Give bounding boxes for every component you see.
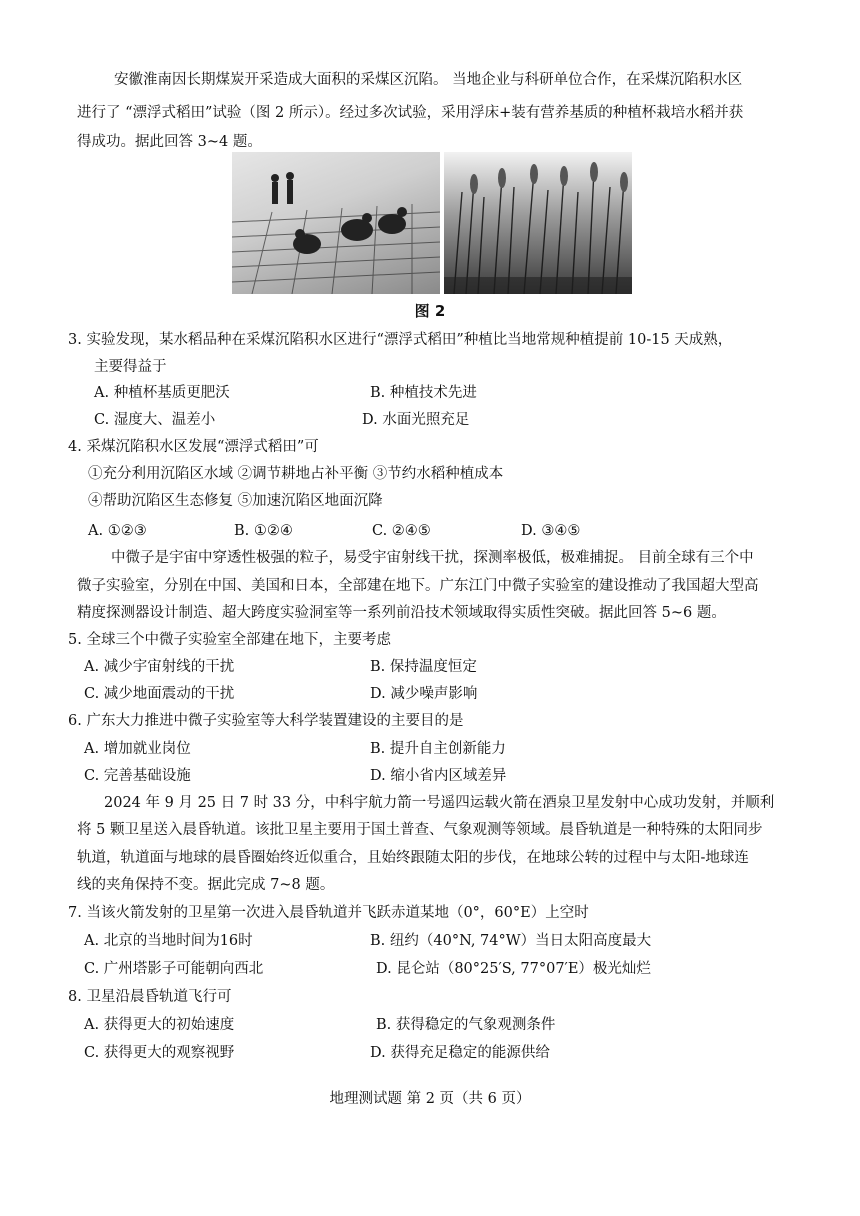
grown-rice-photo	[444, 152, 632, 294]
q7-option-c: C. 广州塔影子可能朝向西北	[84, 961, 264, 977]
q8-option-d: D. 获得充足稳定的能源供给	[370, 1045, 550, 1061]
q4-items-line1: ①充分利用沉陷区水域 ②调节耕地占补平衡 ③节约水稻种植成本	[88, 466, 504, 482]
passage1-line2: 进行了 “漂浮式稻田”试验（图 2 所示）。经过多次试验，采用浮床+装有营养基质的种植杯栽培水稻并获	[77, 105, 744, 121]
q5-option-a: A. 减少宇宙射线的干扰	[84, 659, 235, 675]
passage3-line2: 将 5 颗卫星送入晨昏轨道。该批卫星主要用于国土普查、气象观测等领域。晨昏轨道是一种特殊的太阳同步	[77, 822, 763, 838]
q5-option-d: D. 减少噪声影响	[370, 686, 478, 702]
passage3-line1: 2024 年 9 月 25 日 7 时 33 分，中科宇航力箭一号遥四运载火箭在酒泉卫星发射中心成功发射，并顺利	[104, 795, 775, 811]
workers-on-floating-bed-image	[232, 152, 440, 294]
q6-option-a: A. 增加就业岗位	[84, 741, 191, 757]
q7-option-d: D. 昆仑站（80°25′S, 77°07′E）极光灿烂	[376, 961, 651, 977]
q7-stem: 7. 当该火箭发射的卫星第一次进入晨昏轨道并飞跃赤道某地（0°，60°E）上空时	[68, 905, 589, 921]
q6-option-d: D. 缩小省内区域差异	[370, 768, 507, 784]
passage2-line3: 精度探测器设计制造、超大跨度实验洞室等一系列前沿技术领域取得实质性突破。据此回答 5~6 题。	[77, 605, 726, 621]
q3-stem-line2: 主要得益于	[94, 359, 167, 375]
q5-stem: 5. 全球三个中微子实验室全部建在地下，主要考虑	[68, 632, 391, 648]
passage1-line1: 安徽淮南因长期煤炭开采造成大面积的采煤区沉陷。 当地企业与科研单位合作，在采煤沉陷积水区	[114, 72, 743, 88]
passage3-line4: 线的夹角保持不变。据此完成 7~8 题。	[77, 877, 335, 893]
q4-option-c: C. ②④⑤	[372, 523, 431, 539]
passage1-line3: 得成功。据此回答 3~4 题。	[77, 134, 262, 150]
floating-rice-field-photo	[232, 152, 440, 294]
q4-option-b: B. ①②④	[234, 523, 293, 539]
passage2-line2: 微子实验室，分别在中国、美国和日本，全部建在地下。广东江门中微子实验室的建设推动了我国超大型高	[77, 578, 759, 594]
q5-option-c: C. 减少地面震动的干扰	[84, 686, 235, 702]
q8-stem: 8. 卫星沿晨昏轨道飞行可	[68, 989, 232, 1005]
q4-items-line2: ④帮助沉陷区生态修复 ⑤加速沉陷区地面沉降	[88, 493, 383, 509]
passage3-line3: 轨道，轨道面与地球的晨昏圈始终近似重合，且始终跟随太阳的步伐，在地球公转的过程中与太阳-地球连	[77, 850, 749, 866]
q3-stem-line1: 3. 实验发现，某水稻品种在采煤沉陷积水区进行“漂浮式稻田”种植比当地常规种植提前 10-15 天成熟，	[68, 332, 733, 348]
q4-option-a: A. ①②③	[88, 523, 147, 539]
figure-caption: 图 2	[414, 302, 446, 320]
q5-option-b: B. 保持温度恒定	[370, 659, 477, 675]
q4-option-d: D. ③④⑤	[521, 523, 581, 539]
q8-option-b: B. 获得稳定的气象观测条件	[376, 1017, 556, 1033]
q6-option-c: C. 完善基础设施	[84, 768, 191, 784]
q3-option-d: D. 水面光照充足	[362, 412, 470, 428]
q3-option-c: C. 湿度大、温差小	[94, 412, 216, 428]
q8-option-c: C. 获得更大的观察视野	[84, 1045, 235, 1061]
q8-option-a: A. 获得更大的初始速度	[84, 1017, 235, 1033]
q3-option-b: B. 种植技术先进	[370, 385, 477, 401]
figure-2	[232, 152, 632, 294]
q6-stem: 6. 广东大力推进中微子实验室等大科学装置建设的主要目的是	[68, 713, 464, 729]
q4-stem: 4. 采煤沉陷积水区发展“漂浮式稻田”可	[68, 439, 319, 455]
page-footer: 地理测试题 第 2 页（共 6 页）	[329, 1091, 531, 1107]
passage2-line1: 中微子是宇宙中穿透性极强的粒子，易受宇宙射线干扰，探测率极低，极难捕捉。 目前全球有三个中	[111, 550, 754, 566]
q7-option-a: A. 北京的当地时间为16时	[84, 933, 253, 949]
rice-plants-image	[444, 152, 632, 294]
q3-option-a: A. 种植杯基质更肥沃	[94, 385, 230, 401]
q7-option-b: B. 纽约（40°N, 74°W）当日太阳高度最大	[370, 933, 652, 949]
q6-option-b: B. 提升自主创新能力	[370, 741, 506, 757]
